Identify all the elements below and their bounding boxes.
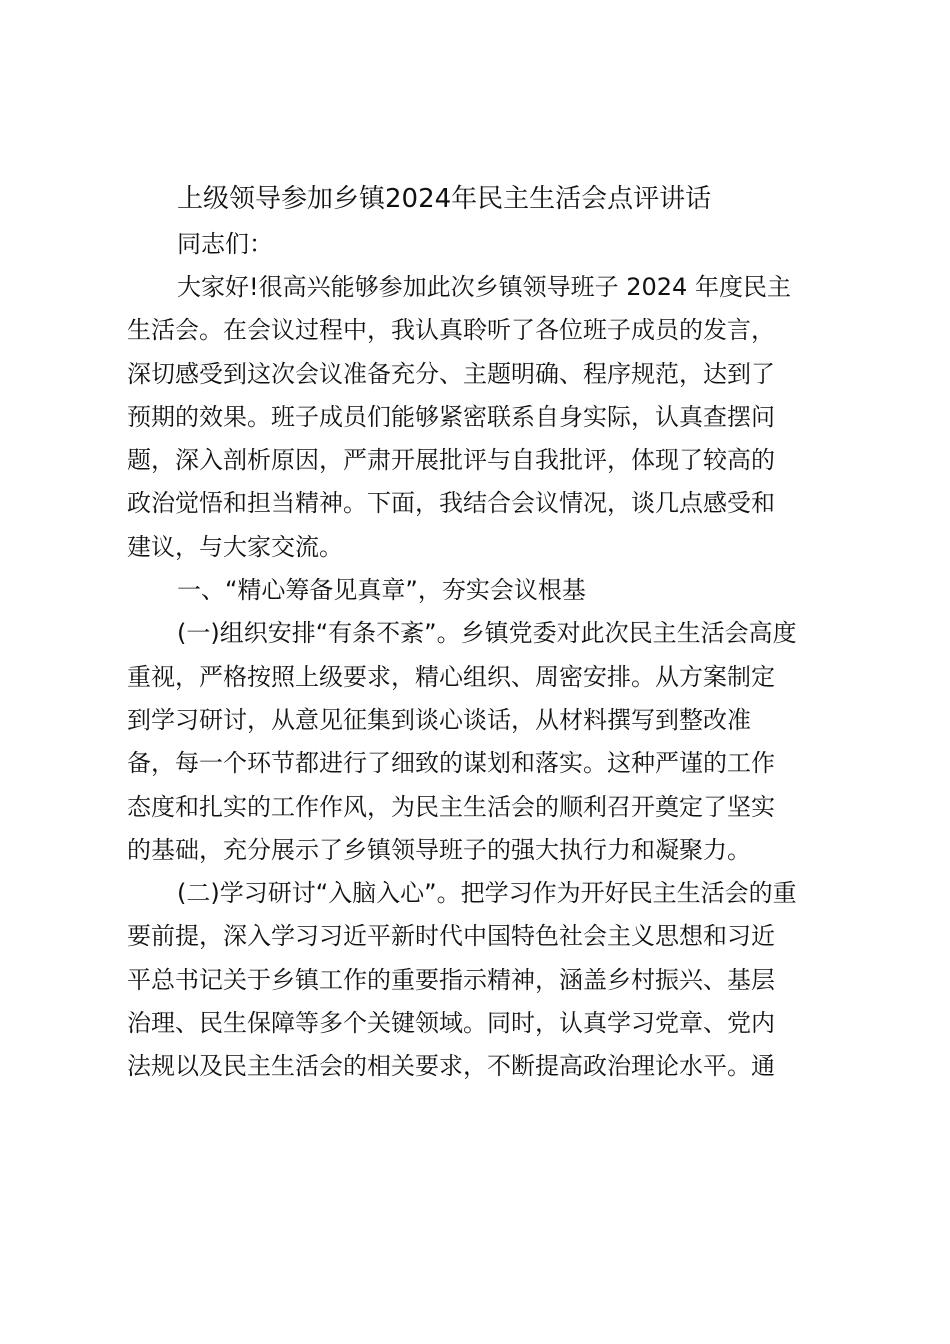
text-line: 政治觉悟和担当精神。下面，我结合会议情况，谈几点感受和 [127,489,775,518]
text-line: 平总书记关于乡镇工作的重要指示精神，涵盖乡村振兴、基层 [127,965,775,994]
text-line: (二)学习研讨“入脑入心”。把学习作为开好民主生活会的重 [177,879,797,908]
text-line: 态度和扎实的工作作风，为民主生活会的顺利召开奠定了坚实 [127,792,775,821]
paragraph-subsection-1 [127,612,830,872]
text-line: 备，每一个环节都进行了细致的谋划和落实。这种严谨的工作 [127,749,775,778]
text-line: 建议，与大家交流。 [127,532,343,561]
text-line: 大家好!很高兴能够参加此次乡镇领导班子 2024 年度民主 [177,273,791,301]
text-line: 题，深入剖析原因，严肃开展批评与自我批评，体现了较高的 [127,446,775,475]
text-line: 深切感受到这次会议准备充分、主题明确、程序规范，达到了 [127,359,775,388]
text-line: 到学习研讨，从意见征集到谈心谈话，从材料撰写到整改准 [127,705,751,734]
text-line: 要前提，深入学习习近平新时代中国特色社会主义思想和习近 [127,922,775,951]
text-line: 生活会。在会议过程中，我认真聆听了各位班子成员的发言， [127,316,775,345]
document-body [127,176,830,1089]
document-title: 上级领导参加乡镇2024年民主生活会点评讲话 [177,184,712,214]
section-heading-text: 一、“精心筹备见真章”，夯实会议根基 [177,576,586,605]
paragraph-opening [127,266,830,569]
text-line: 重视，严格按照上级要求，精心组织、周密安排。从方案制定 [127,662,775,691]
section-heading [127,569,830,612]
text-line: 预期的效果。班子成员们能够紧密联系自身实际，认真查摆问 [127,402,775,431]
salutation: 同志们： [177,230,273,258]
paragraph-subsection-2 [127,872,830,1088]
text-line: 治理、民生保障等多个关键领域。同时，认真学习党章、党内 [127,1009,775,1038]
text-line: 的基础，充分展示了乡镇领导班子的强大执行力和凝聚力。 [127,835,751,864]
text-line: 法规以及民主生活会的相关要求，不断提高政治理论水平。通 [127,1052,775,1081]
text-line: (一)组织安排“有条不紊”。乡镇党委对此次民主生活会高度 [177,619,797,648]
